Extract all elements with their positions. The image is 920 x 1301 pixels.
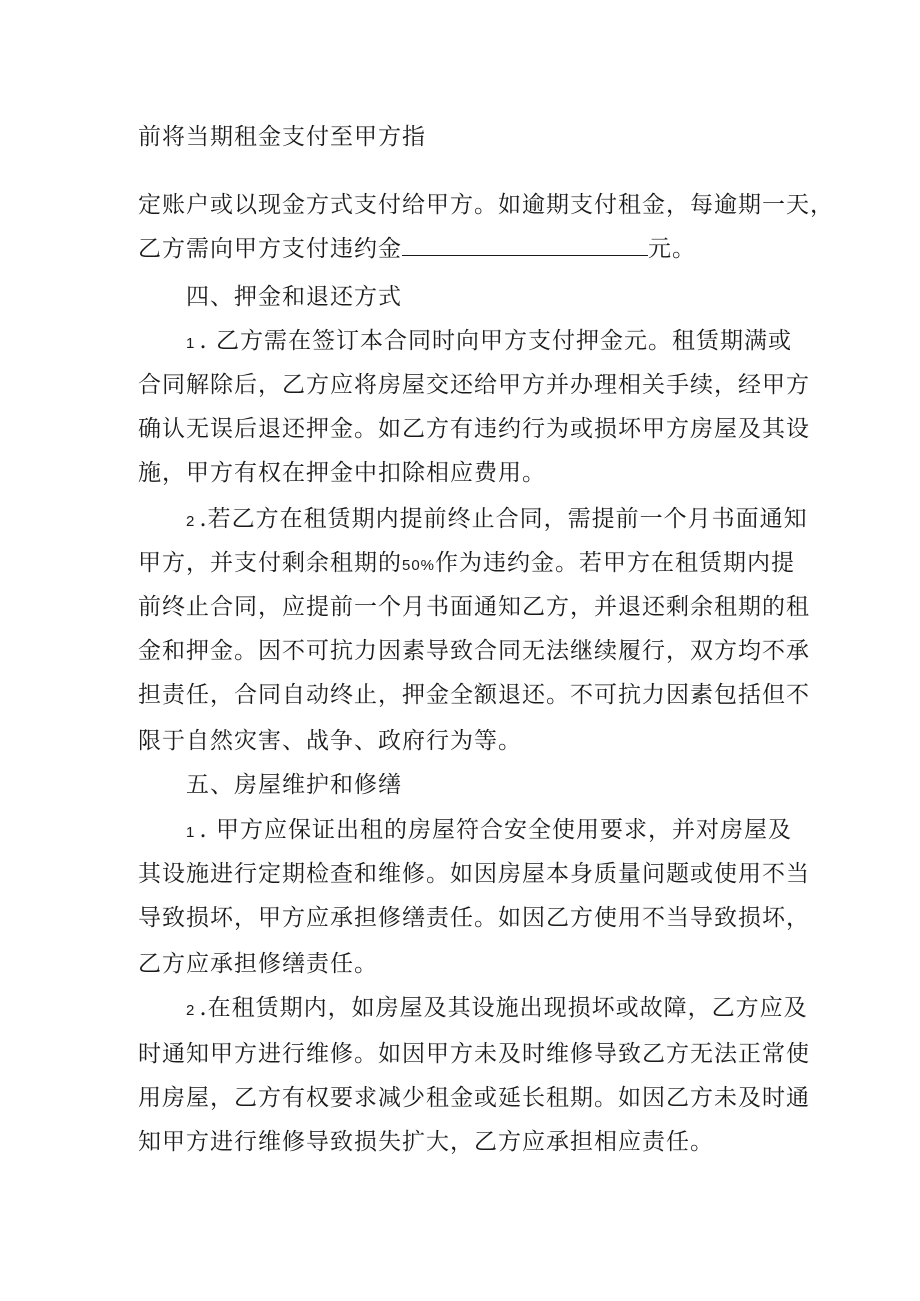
text-line: [186, 504, 808, 537]
text-fragment: 作为违约金。若甲方在租赁期内提: [435, 550, 796, 576]
fill-in-blank: [402, 235, 648, 256]
text-line: 用房屋，乙方有权要求减少租金或延长租期。如因乙方未及时通: [138, 1085, 810, 1111]
text-line: 合同解除后，乙方应将房屋交还给甲方并办理相关手续，经甲方: [138, 372, 810, 398]
text-line: 前终止合同，应提前一个月书面通知乙方，并退还剩余租期的租: [138, 594, 810, 620]
section-heading-5: 五、房屋维护和修缮: [186, 772, 402, 798]
text-line: 限于自然灾害、战争、政府行为等。: [138, 728, 522, 754]
percentage: 50%: [402, 557, 436, 574]
text-fragment: 乙方需向甲方支付违约金: [138, 236, 402, 262]
text-fragment: . 乙方需在签订本合同时向甲方支付押金元。租赁期满或: [199, 328, 792, 354]
item-number: 2: [186, 1002, 196, 1019]
text-line: 定账户或以现金方式支付给甲方。如逾期支付租金，每逾期一天，: [138, 192, 834, 218]
text-fragment: 元。: [648, 236, 696, 262]
text-line: 金和押金。因不可抗力因素导致合同无法继续履行，双方均不承: [138, 638, 810, 664]
text-fragment: .在租赁期内，如房屋及其设施出现损坏或故障，乙方应及: [199, 995, 808, 1021]
text-line: [186, 815, 792, 848]
text-line: 确认无误后退还押金。如乙方有违约行为或损坏甲方房屋及其设: [138, 416, 810, 442]
text-fragment: 甲方，并支付剩余租期的: [138, 550, 402, 576]
text-line: 导致损坏，甲方应承担修缮责任。如因乙方使用不当导致损坏，: [138, 905, 810, 931]
text-line: 施，甲方有权在押金中扣除相应费用。: [138, 460, 546, 486]
text-line: 前将当期租金支付至甲方指: [138, 124, 426, 150]
text-line: 其设施进行定期检查和维修。如因房屋本身质量问题或使用不当: [138, 861, 810, 887]
text-line: 时通知甲方进行维修。如因甲方未及时维修导致乙方无法正常使: [138, 1041, 810, 1067]
text-line: 乙方应承担修缮责任。: [138, 951, 378, 977]
section-heading-4: 四、押金和退还方式: [186, 284, 402, 310]
text-fragment: .若乙方在租赁期内提前终止合同，需提前一个月书面通知: [199, 506, 808, 532]
text-fragment: . 甲方应保证出租的房屋符合安全使用要求，并对房屋及: [199, 817, 792, 843]
item-number: 2: [186, 513, 196, 530]
item-number: 1: [186, 824, 196, 841]
text-line: [138, 234, 696, 264]
item-number: 1: [186, 335, 196, 352]
text-line: [138, 548, 795, 581]
text-line: 担责任，合同自动终止，押金全额退还。不可抗力因素包括但不: [138, 682, 810, 708]
text-line: [186, 993, 808, 1026]
text-line: 知甲方进行维修导致损失扩大，乙方应承担相应责任。: [138, 1129, 714, 1155]
text-line: [186, 326, 792, 359]
